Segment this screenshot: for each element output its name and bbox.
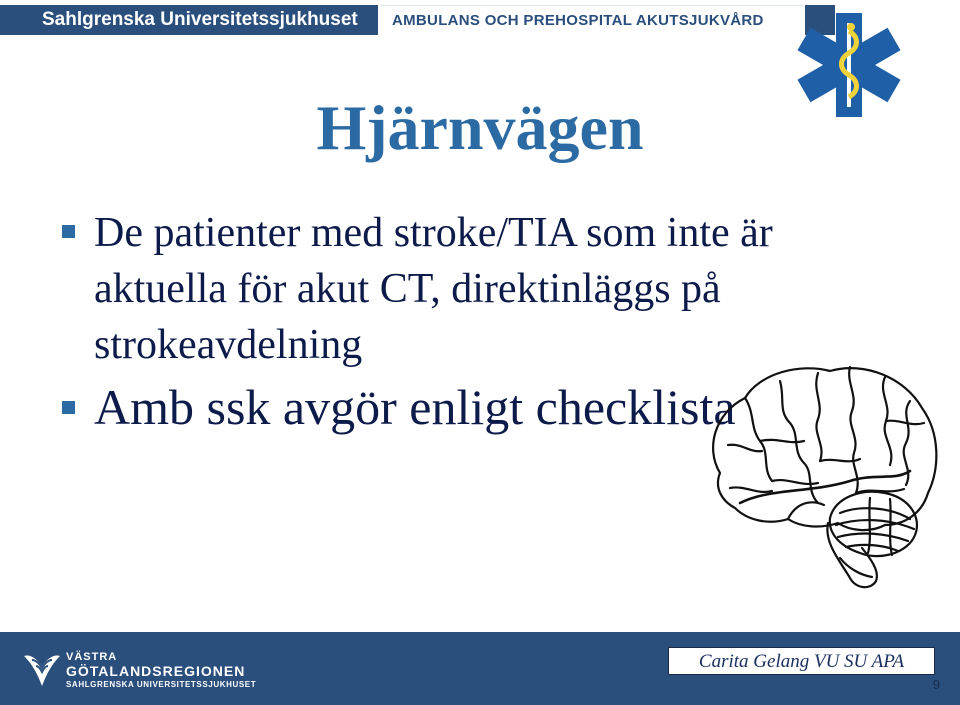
hospital-name-bar: [0, 5, 378, 35]
region-line-3: SAHLGRENSKA UNIVERSITETSSJUKHUSET: [66, 680, 257, 689]
region-wordmark: [66, 651, 256, 690]
author-label: Carita Gelang VU SU APA: [668, 647, 935, 675]
bullet-marker-icon: [62, 401, 75, 414]
vastra-gotalandsregionen-logo-icon: [22, 650, 62, 690]
page-number: 9: [932, 677, 940, 692]
slide-title: Hjärnvägen: [316, 92, 644, 163]
bullet-text: Amb ssk avgör enligt checklista: [94, 379, 736, 435]
hospital-name: Sahlgrenska Universitetssjukhuset: [42, 9, 358, 30]
brain-illustration: [700, 353, 945, 598]
department-bar: [380, 5, 803, 35]
bullet-text: De patienter med stroke/TIA som inte är aktuella för akut CT, direktinläggs på strokeavdelning: [94, 210, 773, 368]
bullet-marker-icon: [62, 225, 75, 238]
region-line-1: VÄSTRA: [66, 651, 118, 663]
region-line-2: GÖTALANDSREGIONEN: [66, 663, 246, 679]
department-name: AMBULANS OCH PREHOSPITAL AKUTSJUKVÅRD: [392, 12, 764, 29]
bullet-item: [60, 205, 910, 373]
